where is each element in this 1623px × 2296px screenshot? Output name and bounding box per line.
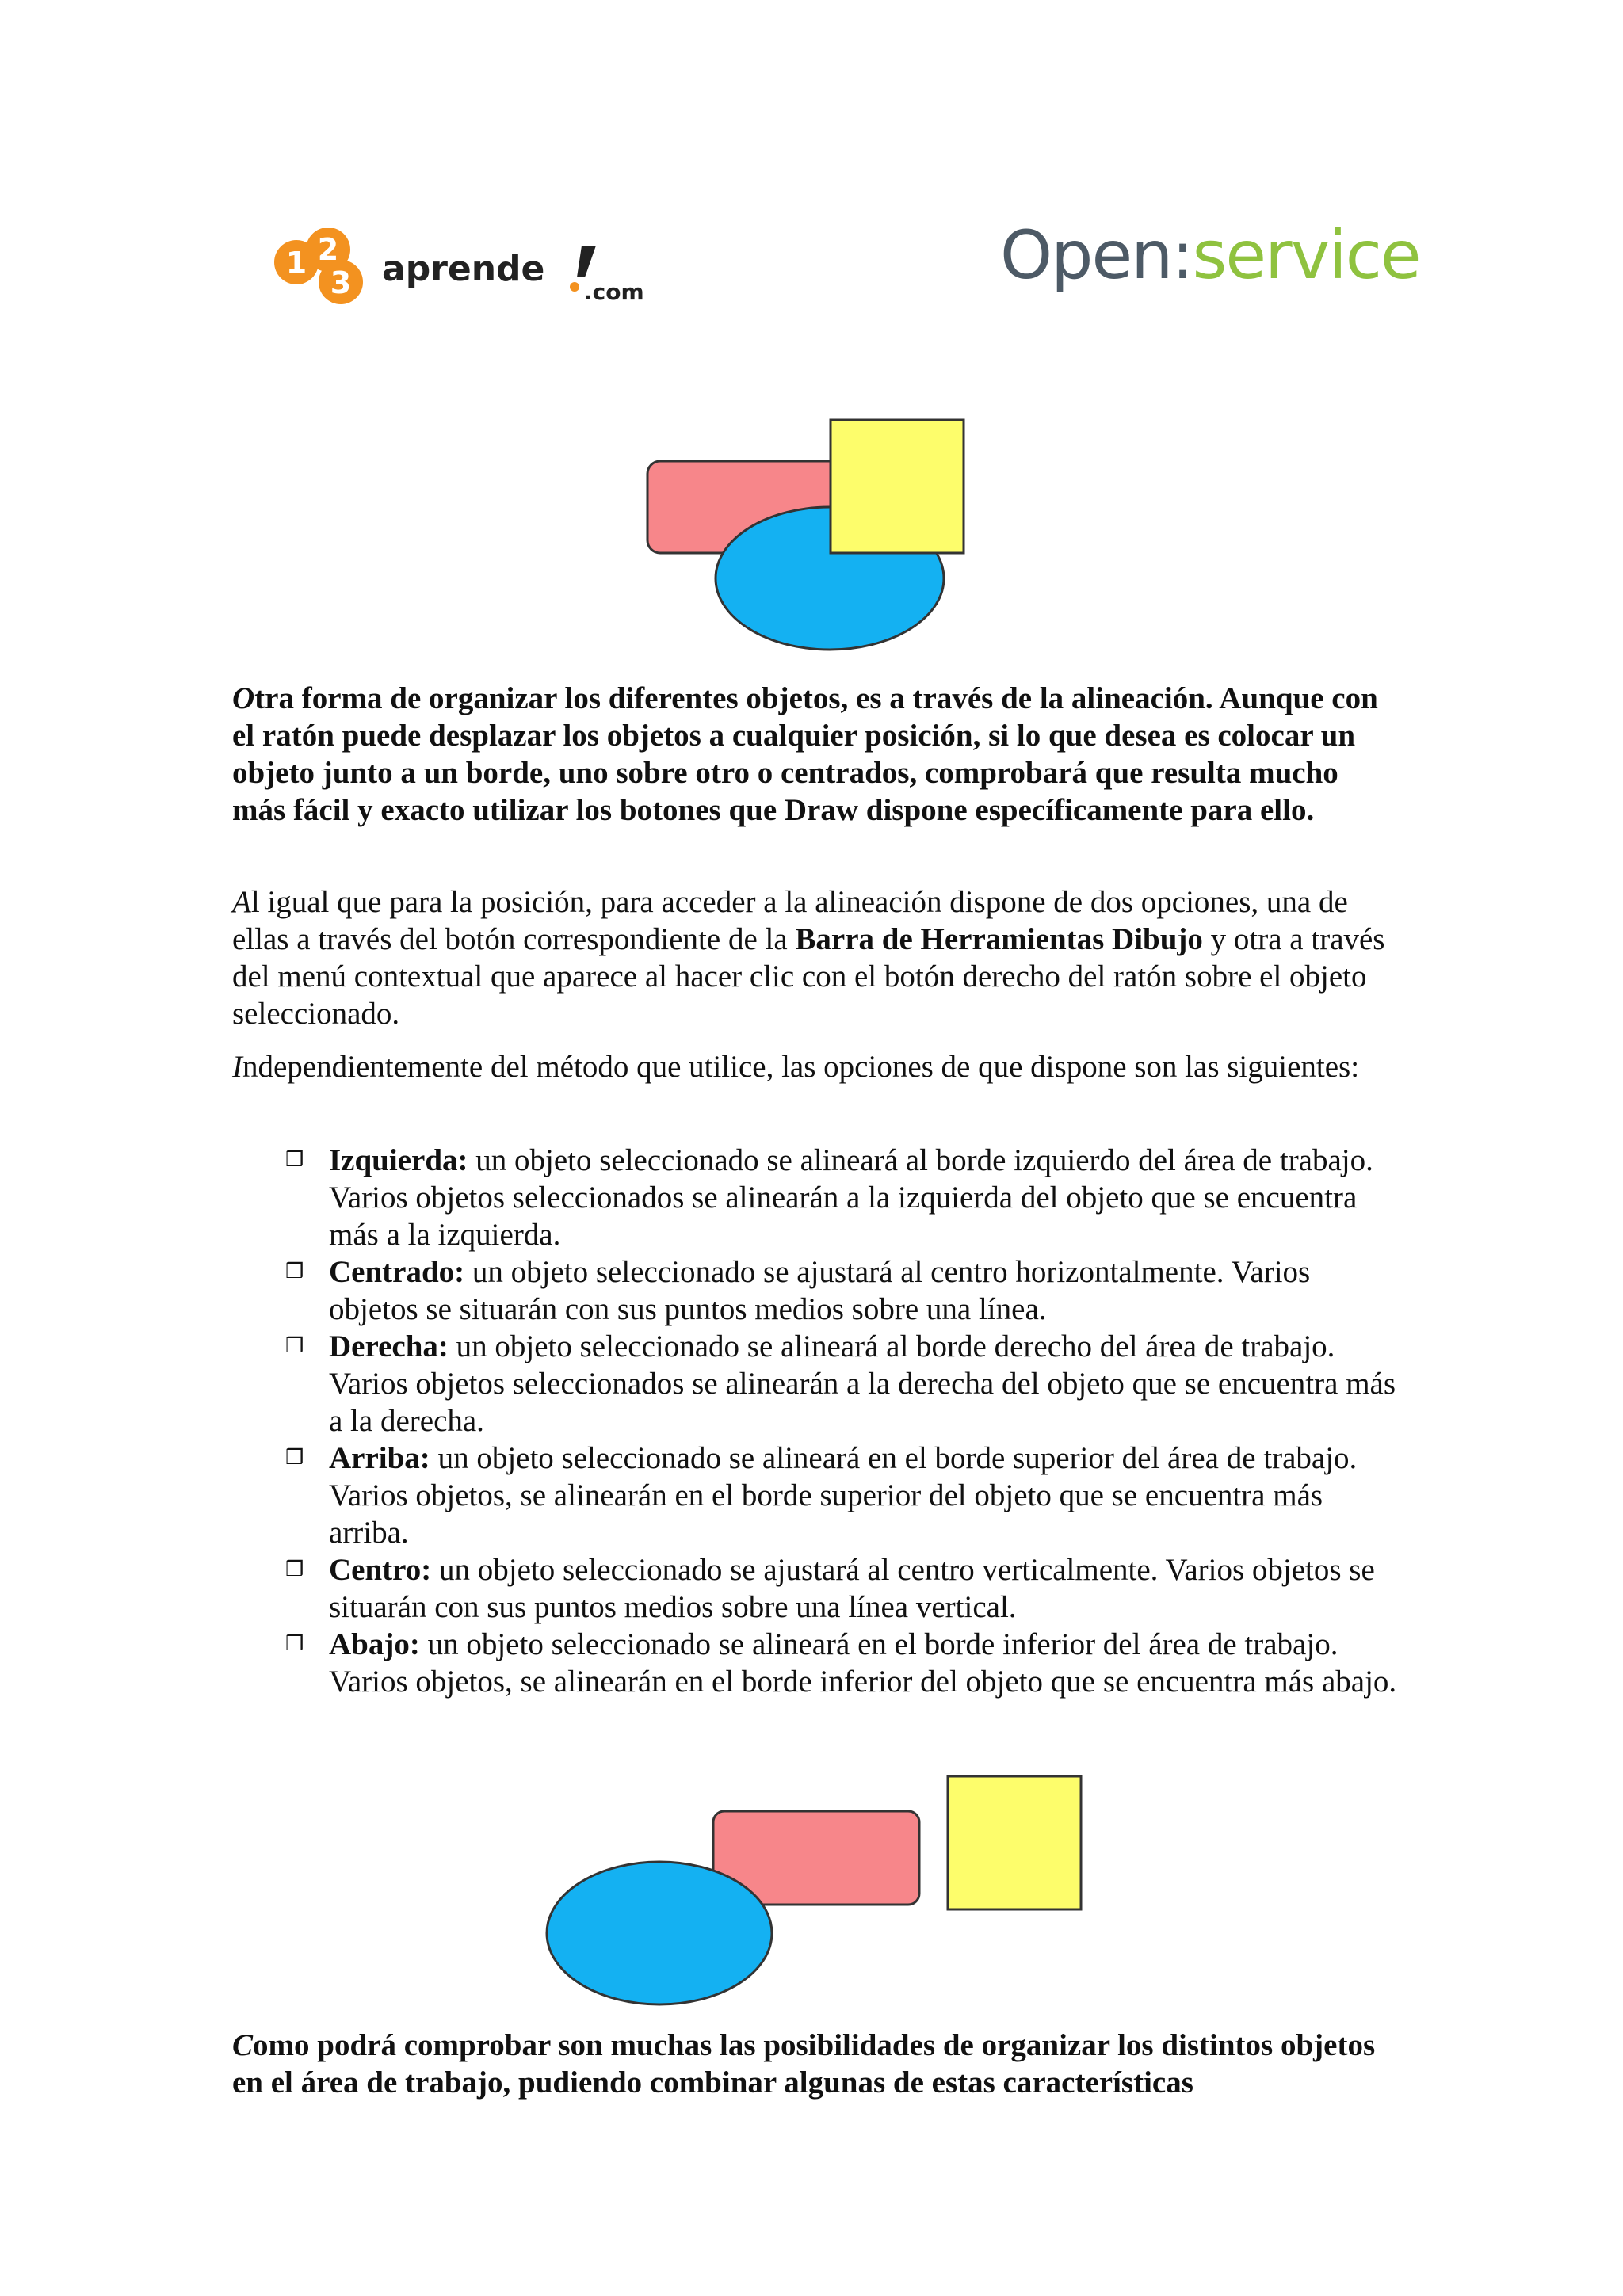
drop-initial: I: [232, 1050, 242, 1084]
access-paragraph: [232, 883, 1397, 1032]
options-intro-text: ndependientemente del método que utilice, las opciones de que dispone son las siguientes:: [242, 1050, 1360, 1084]
figure-separated-shapes: [539, 1767, 1094, 2012]
intro-text: tra forma de organizar los diferentes objetos, es a través de la alineación. Aunque con el ratón puede desplazar los objetos a cualquier posición, si lo que desea es colocar un objeto junto a un borde, uno sobre otro o centrados, comprobará que resulta mucho más fácil y exacto utilizar los botones que Draw dispone específicamente para ello.: [232, 681, 1378, 827]
option-description: un objeto seleccionado se alineará al borde derecho del área de trabajo. Varios objetos seleccionados se alinearán a la derecha del objeto que se encuentra más a la derecha.: [329, 1329, 1396, 1438]
option-description: un objeto seleccionado se alineará en el borde superior del área de trabajo. Varios objetos, se alinearán en el borde superior del objeto que se encuentra más arriba.: [329, 1441, 1358, 1550]
figure-overlapping-shapes: [634, 412, 983, 658]
closing-text: omo podrá comprobar son muchas las posibilidades de organizar los distintos objetos en el área de trabajo, pudiendo combinar algunas de estas características: [232, 2028, 1376, 2100]
list-item: [281, 1328, 1406, 1440]
alignment-options-list: [281, 1142, 1406, 1700]
yellow-square: [948, 1776, 1081, 1909]
option-term: Abajo:: [329, 1627, 420, 1661]
logo-service-part: service: [1192, 216, 1420, 294]
bullet-icon: ❒: [285, 1558, 304, 1581]
openservice-logo: [1000, 216, 1420, 309]
aprende-logo: [273, 228, 685, 315]
logo-exclamation: [577, 246, 596, 277]
intro-paragraph: [232, 680, 1397, 829]
aprende-logo-circles: [273, 228, 685, 315]
option-description: un objeto seleccionado se ajustará al centro verticalmente. Varios objetos se situarán con sus puntos medios sobre una línea vertical.: [329, 1553, 1375, 1624]
blue-ellipse: [547, 1862, 772, 2004]
option-description: un objeto seleccionado se alineará en el borde inferior del área de trabajo. Varios objetos, se alinearán en el borde inferior del objeto que se encuentra más abajo.: [329, 1627, 1397, 1699]
logo-word: aprende: [382, 249, 545, 289]
logo-open-part: Open: [1000, 216, 1172, 294]
option-term: Izquierda:: [329, 1143, 468, 1177]
option-term: Derecha:: [329, 1329, 449, 1363]
list-item: [281, 1551, 1406, 1626]
logo-digit-1: 1: [285, 246, 307, 280]
list-item: [281, 1142, 1406, 1253]
access-text-a: l igual que para la posición, para acceder a la alineación dispone de dos opciones, una de ellas a través del botón correspondiente de la: [232, 885, 1348, 956]
list-item: [281, 1253, 1406, 1328]
toolbar-name: Barra de Herramientas Dibujo: [795, 922, 1203, 956]
option-term: Arriba:: [329, 1441, 430, 1475]
bullet-icon: ❒: [285, 1632, 304, 1656]
drop-initial: O: [232, 681, 255, 715]
list-item: [281, 1440, 1406, 1551]
logo-suffix: .com: [584, 279, 644, 305]
drop-initial: C: [232, 2028, 254, 2062]
bullet-icon: ❒: [285, 1148, 304, 1172]
option-description: un objeto seleccionado se alineará al borde izquierdo del área de trabajo. Varios objetos seleccionados se alinearán a la izquierda del objeto que se encuentra más a la izquierda.: [329, 1143, 1373, 1252]
option-term: Centro:: [329, 1553, 432, 1587]
logo-digit-2: 2: [317, 232, 339, 267]
bullet-icon: ❒: [285, 1260, 304, 1283]
bullet-icon: ❒: [285, 1446, 304, 1470]
options-intro-paragraph: [232, 1048, 1397, 1085]
yellow-square: [831, 420, 964, 553]
access-text-b: y otra a través del menú contextual que aparece al hacer clic con el botón derecho del ratón sobre el objeto seleccionado.: [232, 922, 1385, 1031]
closing-paragraph: [232, 2027, 1397, 2101]
option-description: un objeto seleccionado se ajustará al centro horizontalmente. Varios objetos se situarán con sus puntos medios sobre una línea.: [329, 1255, 1311, 1326]
list-item: [281, 1626, 1406, 1700]
option-term: Centrado:: [329, 1255, 465, 1289]
logo-separator: :: [1171, 216, 1193, 294]
drop-initial: A: [232, 885, 251, 919]
bullet-icon: ❒: [285, 1334, 304, 1358]
logo-exclamation-dot: [570, 282, 579, 292]
logo-digit-3: 3: [330, 265, 352, 300]
